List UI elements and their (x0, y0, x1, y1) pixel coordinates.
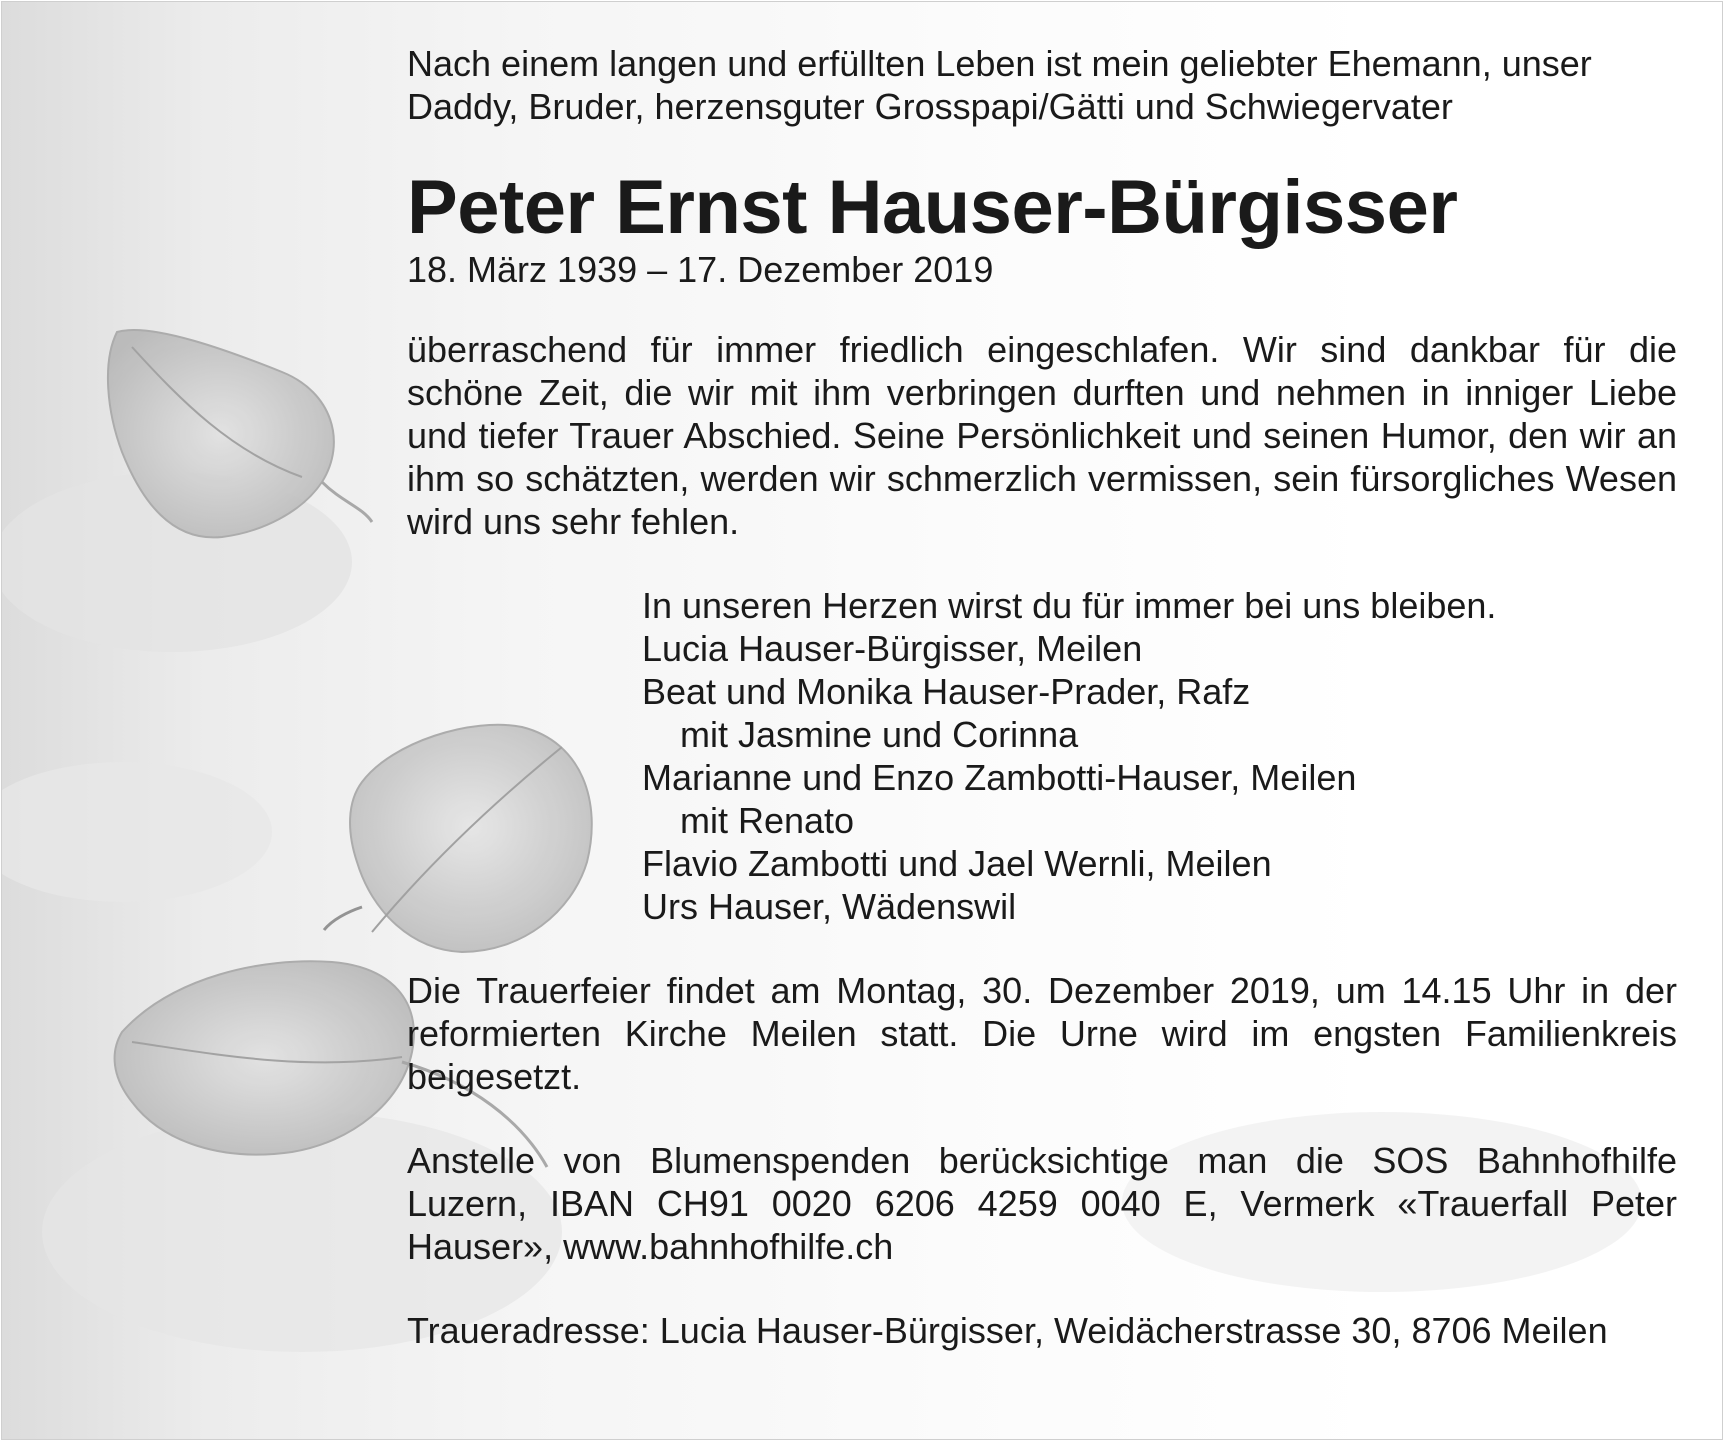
notice-content (407, 42, 1677, 1352)
intro-text (407, 42, 1677, 128)
life-dates: 18. März 1939 – 17. Dezember 2019 (407, 249, 994, 290)
obituary-card (1, 1, 1723, 1440)
family-motto: In unseren Herzen wirst du für immer bei uns bleiben. (642, 585, 1497, 626)
family-member-sub: mit Jasmine und Corinna (680, 714, 1079, 755)
body-text: überraschend für immer friedlich eingeschlafen. Wir sind dankbar für die schöne Zeit, die wir mit ihm verbringen durften und nehmen in inniger Liebe und tiefer Trauer Abschied. Seine Persönlichkeit und seinen Humor, den wir an ihm so schätzten, werden wir schmerzlich vermissen, sein fürsorgliches Wesen wird uns sehr fehlen. (407, 329, 1677, 542)
family-member: Beat und Monika Hauser-Prader, Rafz (642, 671, 1251, 712)
family-member: Flavio Zambotti und Jael Wernli, Meilen (642, 843, 1272, 884)
family-member: Marianne und Enzo Zambotti-Hauser, Meilen (642, 757, 1357, 798)
service-info: Die Trauerfeier findet am Montag, 30. Dezember 2019, um 14.15 Uhr in der reformierten Kirche Meilen statt. Die Urne wird im engsten Familienkreis beigesetzt. (407, 970, 1677, 1097)
intro-line: Daddy, Bruder, herzensguter Grosspapi/Gätti und Schwiegervater (407, 86, 1453, 127)
deceased-name: Peter Ernst Hauser-Bürgisser (407, 165, 1458, 250)
mourning-address: Traueradresse: Lucia Hauser-Bürgisser, Weidächerstrasse 30, 8706 Meilen (407, 1310, 1608, 1351)
donation-info: Anstelle von Blumenspenden berücksichtige man die SOS Bahnhofhilfe Luzern, IBAN CH91 0020 6206 4259 0040 E, Vermerk «Trauerfall Peter Hauser», www.bahnhofhilfe.ch (407, 1140, 1677, 1267)
family-member-sub: mit Renato (680, 800, 855, 841)
family-member: Urs Hauser, Wädenswil (642, 886, 1017, 927)
family-member: Lucia Hauser-Bürgisser, Meilen (642, 628, 1143, 669)
intro-line: Nach einem langen und erfüllten Leben ist mein geliebter Ehemann, unser (407, 43, 1592, 84)
family-list (642, 584, 1677, 928)
